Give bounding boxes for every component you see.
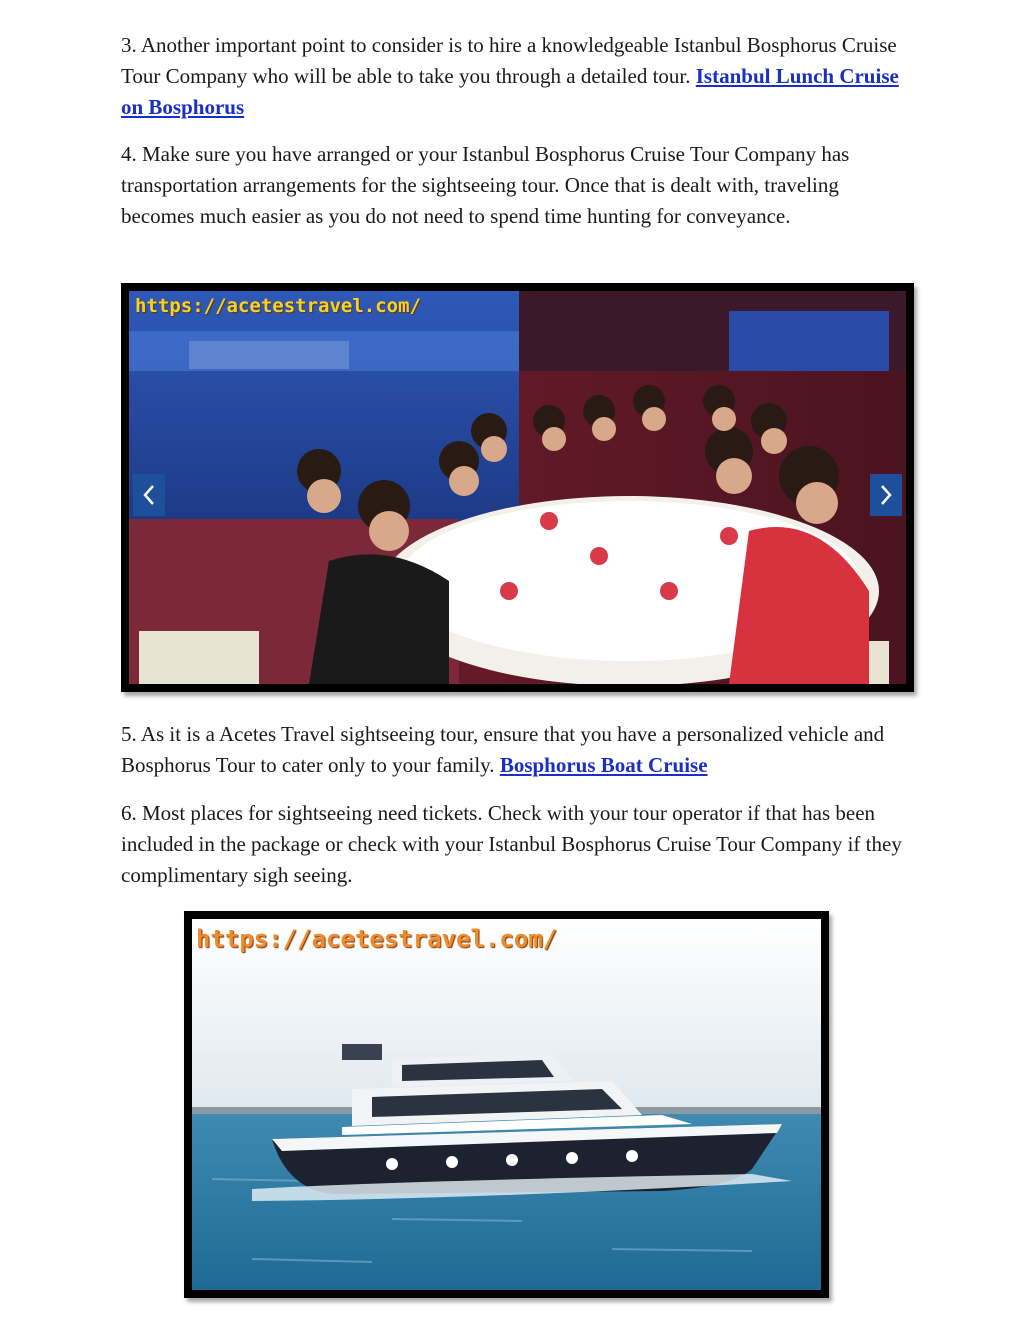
paragraph-3 xyxy=(121,30,911,123)
yacht-photo xyxy=(192,919,821,1290)
dinner-photo-watermark: https://acetestravel.com/ xyxy=(135,295,421,317)
dinner-cruise-illustration xyxy=(129,291,906,684)
dinner-cruise-photo xyxy=(129,291,906,684)
paragraph-6-text: 6. Most places for sightseeing need tickets. Check with your tour operator if that has been included in the package or check with your Istanbul Bosphorus Cruise Tour Company if they complimentary sigh seeing. xyxy=(121,801,902,887)
chevron-right-icon xyxy=(878,483,894,507)
slider-next-button[interactable] xyxy=(870,474,902,516)
chevron-left-icon xyxy=(141,483,157,507)
paragraph-5-text: 5. As it is a Acetes Travel sightseeing tour, ensure that you have a personalized vehicle and Bosphorus Tour to cater only to your family. xyxy=(121,722,885,777)
yacht-photo-watermark: https://acetestravel.com/ xyxy=(196,925,558,953)
paragraph-4-text: 4. Make sure you have arranged or your Istanbul Bosphorus Cruise Tour Company has transportation arrangements for the sightseeing tour. Once that is dealt with, traveling becomes much easier as you do not need to spend time hunting for conveyance. xyxy=(121,142,850,228)
yacht-illustration xyxy=(192,919,821,1290)
yacht-photo-frame xyxy=(184,911,829,1298)
slider-prev-button[interactable] xyxy=(133,474,165,516)
paragraph-3-text: 3. Another important point to consider is to hire a knowledgeable Istanbul Bosphorus Cruise Tour Company who will be able to take you through a detailed tour. xyxy=(121,33,897,88)
bosphorus-boat-cruise-link[interactable]: Bosphorus Boat Cruise xyxy=(499,753,708,777)
paragraph-5 xyxy=(121,719,911,781)
paragraph-6 xyxy=(121,798,911,891)
paragraph-4 xyxy=(121,139,911,232)
dinner-cruise-photo-frame xyxy=(121,283,914,692)
istanbul-lunch-cruise-link[interactable]: Istanbul Lunch Cruise on Bosphorus xyxy=(121,64,899,119)
